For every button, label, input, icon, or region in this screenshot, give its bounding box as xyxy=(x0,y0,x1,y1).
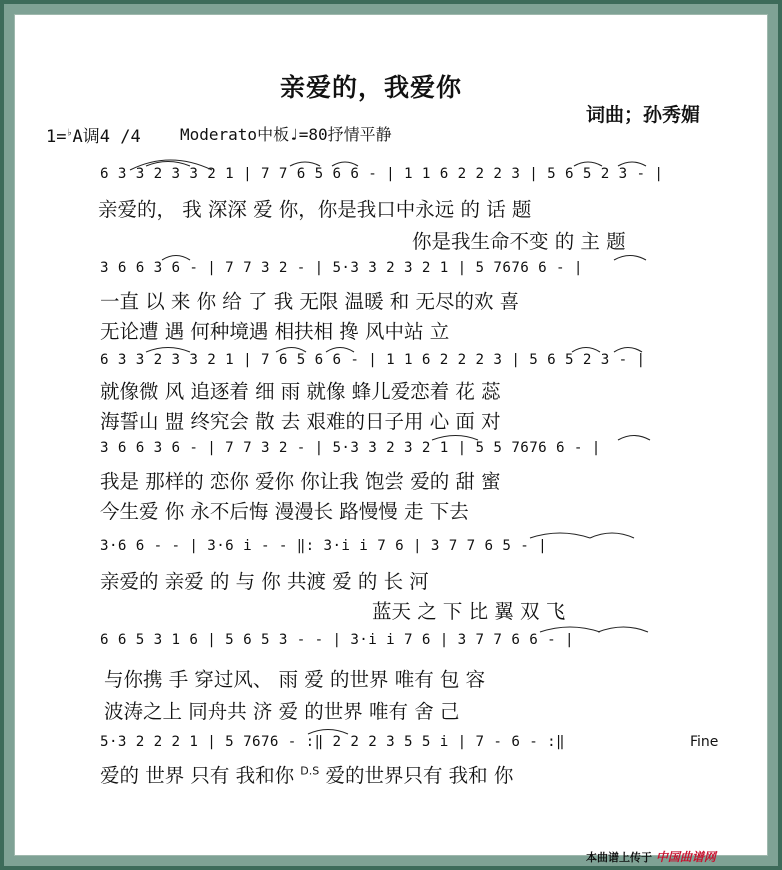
notation-line-3: 6 3 3 2 3 3 2 1 | 7 6 5 6 6 - | 1 1 6 2 2 2 3 | 5 6 5 2 3 - | xyxy=(100,352,646,368)
song-title: 亲爱的，我爱你 xyxy=(280,73,463,102)
lyric-line-7: 爱的 世界 只有 我和你 $^{D.S}$ 爱的世界只有 我和 你 xyxy=(100,764,514,787)
fine-marking: Fine xyxy=(690,734,719,750)
notation-line-5: 3·6 6 - - | 3·6 i - - ‖: 3·i i 7 6 | 3 7 7 6 5 - | xyxy=(100,538,548,554)
notation-line-6: 6 6 5 3 1 6 | 5 6 5 3 - - | 3·i i 7 6 | 3 7 7 6 6 - | xyxy=(100,632,574,648)
lyric-line-4a: 我是 那样的 恋你 爱你 你让我 饱尝 爱的 甜 蜜 xyxy=(100,470,501,493)
source-footer: 本曲谱上传于 中国曲谱网 xyxy=(586,850,716,864)
notation-line-1: 6 3 3 2 3 3 2 1 | 7 7 6 5 6 6 - | 1 1 6 2 2 2 3 | 5 6 5 2 3 - | xyxy=(100,166,664,182)
lyric-line-2a: 一直 以 来 你 给 了 我 无限 温暖 和 无尽的欢 喜 xyxy=(100,290,520,313)
notation-line-7: 5·3 2 2 2 1 | 5 7676 - :‖ 2 2 2 3 5 5 i | 7 - 6 - :‖ xyxy=(100,734,565,750)
lyric-line-5a: 亲爱的 亲爱 的 与 你 共渡 爱 的 长 河 xyxy=(100,570,429,593)
lyric-line-3b: 海誓山 盟 终究会 散 去 艰难的日子用 心 面 对 xyxy=(100,410,501,433)
notation-line-4: 3 6 6 3 6 - | 7 7 3 2 - | 5·3 3 2 3 2 1 | 5 5 7676 6 - | xyxy=(100,440,601,456)
lyric-line-1a: 亲爱的， 我 深深 爱 你，你是我口中永远 的 话 题 xyxy=(98,198,532,221)
lyric-line-5b: 蓝天 之 下 比 翼 双 飞 xyxy=(372,600,566,623)
lyric-line-6b: 波涛之上 同舟共 济 爱 的世界 唯有 舍 己 xyxy=(104,700,460,723)
composer-credit: 词曲；孙秀媚 xyxy=(586,104,701,126)
lyric-line-4b: 今生爱 你 永不后悔 漫漫长 路慢慢 走 下去 xyxy=(100,500,469,523)
notation-line-2: 3 6 6 3 6 - | 7 7 3 2 - | 5·3 3 2 3 2 1 | 5 7676 6 - | xyxy=(100,260,583,276)
ds-marking: D.S xyxy=(300,764,320,778)
lyric-line-6a: 与你携 手 穿过风、 雨 爱 的世界 唯有 包 容 xyxy=(104,668,486,691)
lyric-line-2b: 无论遭 遇 何种境遇 相扶相 搀 风中站 立 xyxy=(100,320,450,343)
lyric-line-1b: 你是我生命不变 的 主 题 xyxy=(412,230,626,253)
tempo-marking: Moderato中板♩=80抒情平静 xyxy=(180,125,392,144)
lyric-line-3a: 就像微 风 追逐着 细 雨 就像 蜂儿爱恋着 花 蕊 xyxy=(100,380,501,403)
key-signature: 1=♭A调4 /4 xyxy=(46,127,141,147)
site-logo: 中国曲谱网 xyxy=(655,850,716,864)
